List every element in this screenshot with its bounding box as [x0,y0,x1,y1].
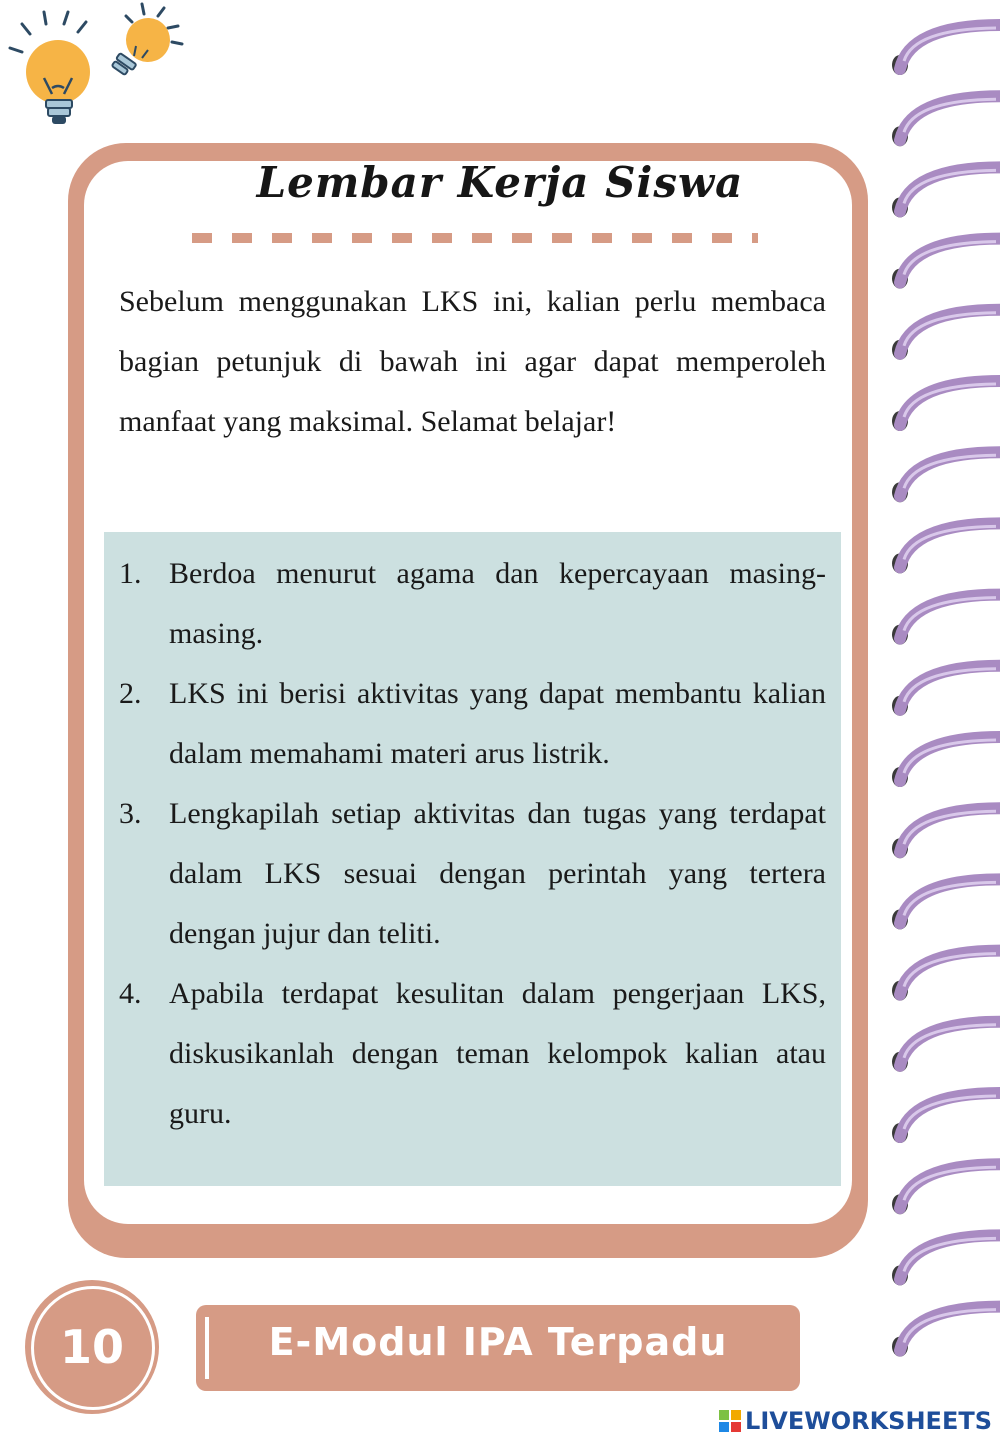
liveworksheets-watermark[interactable] [719,1406,992,1436]
page-number: 10 [59,1320,124,1374]
spiral-ring [892,595,1000,645]
list-item [119,664,826,784]
spiral-ring [892,1164,1000,1214]
spiral-ring [892,1307,1000,1357]
spiral-ring [892,381,1000,431]
list-item-text: Berdoa menurut agama dan kepercayaan masing-masing. [169,557,826,650]
list-item-number: 1. [119,557,142,590]
list-item [119,544,826,664]
lightbulb-icon [10,12,90,124]
lightbulb-small-icon [112,4,182,75]
spiral-ring [892,951,1000,1001]
spiral-ring [892,452,1000,502]
spiral-ring [892,25,1000,75]
spiral-ring [892,239,1000,289]
list-item-text: LKS ini berisi aktivitas yang dapat membantu kalian dalam memahami materi arus listrik. [169,677,826,770]
list-item-number: 3. [119,797,142,830]
instructions-list [119,544,826,1144]
spiral-ring [892,310,1000,360]
spiral-ring [892,879,1000,929]
spiral-ring [892,666,1000,716]
spiral-ring [892,1093,1000,1143]
list-item-text: Apabila terdapat kesulitan dalam pengerjaan LKS, diskusikanlah dengan teman kelompok kalian atau guru. [169,977,826,1130]
watermark-text: LIVEWORKSHEETS [745,1407,992,1435]
list-item-number: 4. [119,977,142,1010]
spiral-binding [890,0,1000,1443]
list-item-text: Lengkapilah setiap aktivitas dan tugas yang terdapat dalam LKS sesuai dengan perintah yang tertera dengan jujur dan teliti. [169,797,826,950]
title-divider [192,233,758,243]
module-title: E-Modul IPA Terpadu [268,1320,728,1364]
spiral-ring [892,96,1000,146]
intro-paragraph: Sebelum menggunakan LKS ini, kalian perlu membaca bagian petunjuk di bawah ini agar dapat memperoleh manfaat yang maksimal. Selamat belajar! [119,285,826,438]
list-item [119,964,826,1144]
list-item-number: 2. [119,677,142,710]
spiral-ring [892,1022,1000,1072]
liveworksheets-logo-icon [719,1410,741,1432]
spiral-ring [892,808,1000,858]
page-title: Lembar Kerja Siswa [256,158,744,207]
spiral-ring [892,523,1000,573]
lightbulb-icons [0,0,200,140]
spiral-ring [892,1235,1000,1285]
spiral-ring [892,737,1000,787]
list-item [119,784,826,964]
